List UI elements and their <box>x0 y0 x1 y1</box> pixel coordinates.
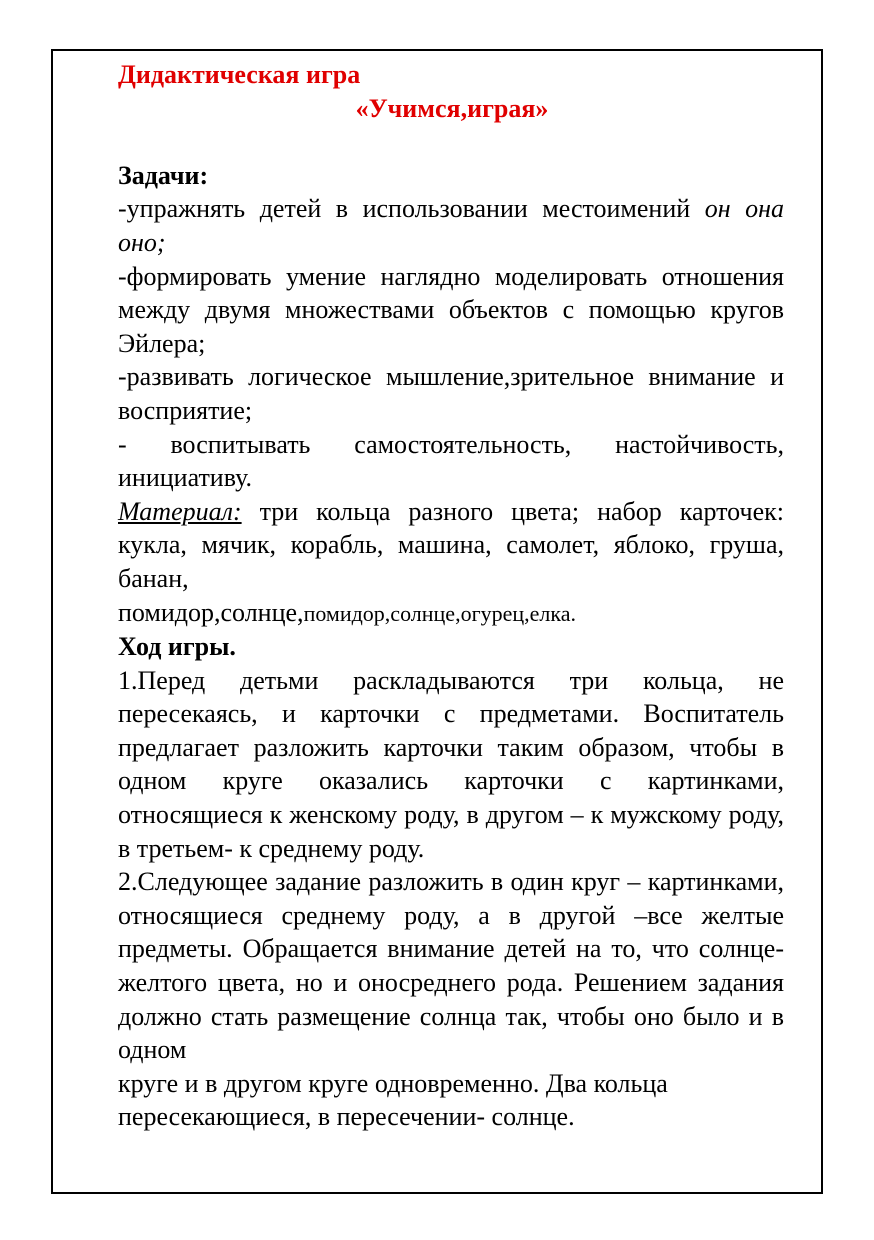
game-heading: Ход игры. <box>118 632 236 662</box>
game-paragraph-2: 2.Следующее задание разложить в один круг – картинками, относящиеся среднему роду, а в другой –все желтые предметы. Обращается внимание детей на то, что солнце-желтого цвета, но и оносреднего рода. Решением задания должно стать размещение солнца так, чтобы оно было и в одном <box>118 867 784 1065</box>
task-item-1-pronouns: он она оно; <box>118 194 785 257</box>
document-body <box>118 58 784 1134</box>
game-paragraph-1: 1.Перед детьми раскладываются три кольца, не пересекаясь, и карточки с предметами. Воспитатель предлагает разложить карточки таким образом, чтобы в одном круге оказались карточки с картинками, относящиеся к женскому роду, в другом – к мужскому роду, в третьем- к среднему роду. <box>118 665 784 863</box>
game-paragraph-2-line-b: пересекающиеся, в пересечении- солнце. <box>118 1102 575 1132</box>
task-item-1-text: -упражнять детей в использовании местоимений <box>118 194 705 224</box>
material-label: Материал: <box>118 496 242 526</box>
task-item-2: -формировать умение наглядно моделировать отношения между двумя множествами объектов с помощью кругов Эйлера; <box>118 261 784 358</box>
material-paragraph <box>118 495 784 596</box>
title-line-1: Дидактическая игра <box>118 60 361 89</box>
material-last-small: помидор,солнце,огурец,елка. <box>303 600 576 626</box>
material-last-main: помидор,солнце, <box>118 597 304 627</box>
task-item-3: -развивать логическое мышление,зрительное внимание и восприятие; <box>118 362 784 425</box>
title-line-2: «Учимся,играя» <box>355 93 549 123</box>
game-paragraph-2-line-a: круге и в другом круге одновременно. Два кольца <box>118 1068 668 1098</box>
task-item-1 <box>118 192 784 259</box>
tasks-heading: Задачи: <box>118 160 209 190</box>
task-item-4: - воспитывать самостоятельность, настойчивость, инициативу. <box>118 429 784 493</box>
material-text: три кольца разного цвета; набор карточек: кукла, мячик, корабль, машина, самолет, яблоко, груша, банан, <box>118 496 784 593</box>
material-last-line <box>118 596 784 631</box>
